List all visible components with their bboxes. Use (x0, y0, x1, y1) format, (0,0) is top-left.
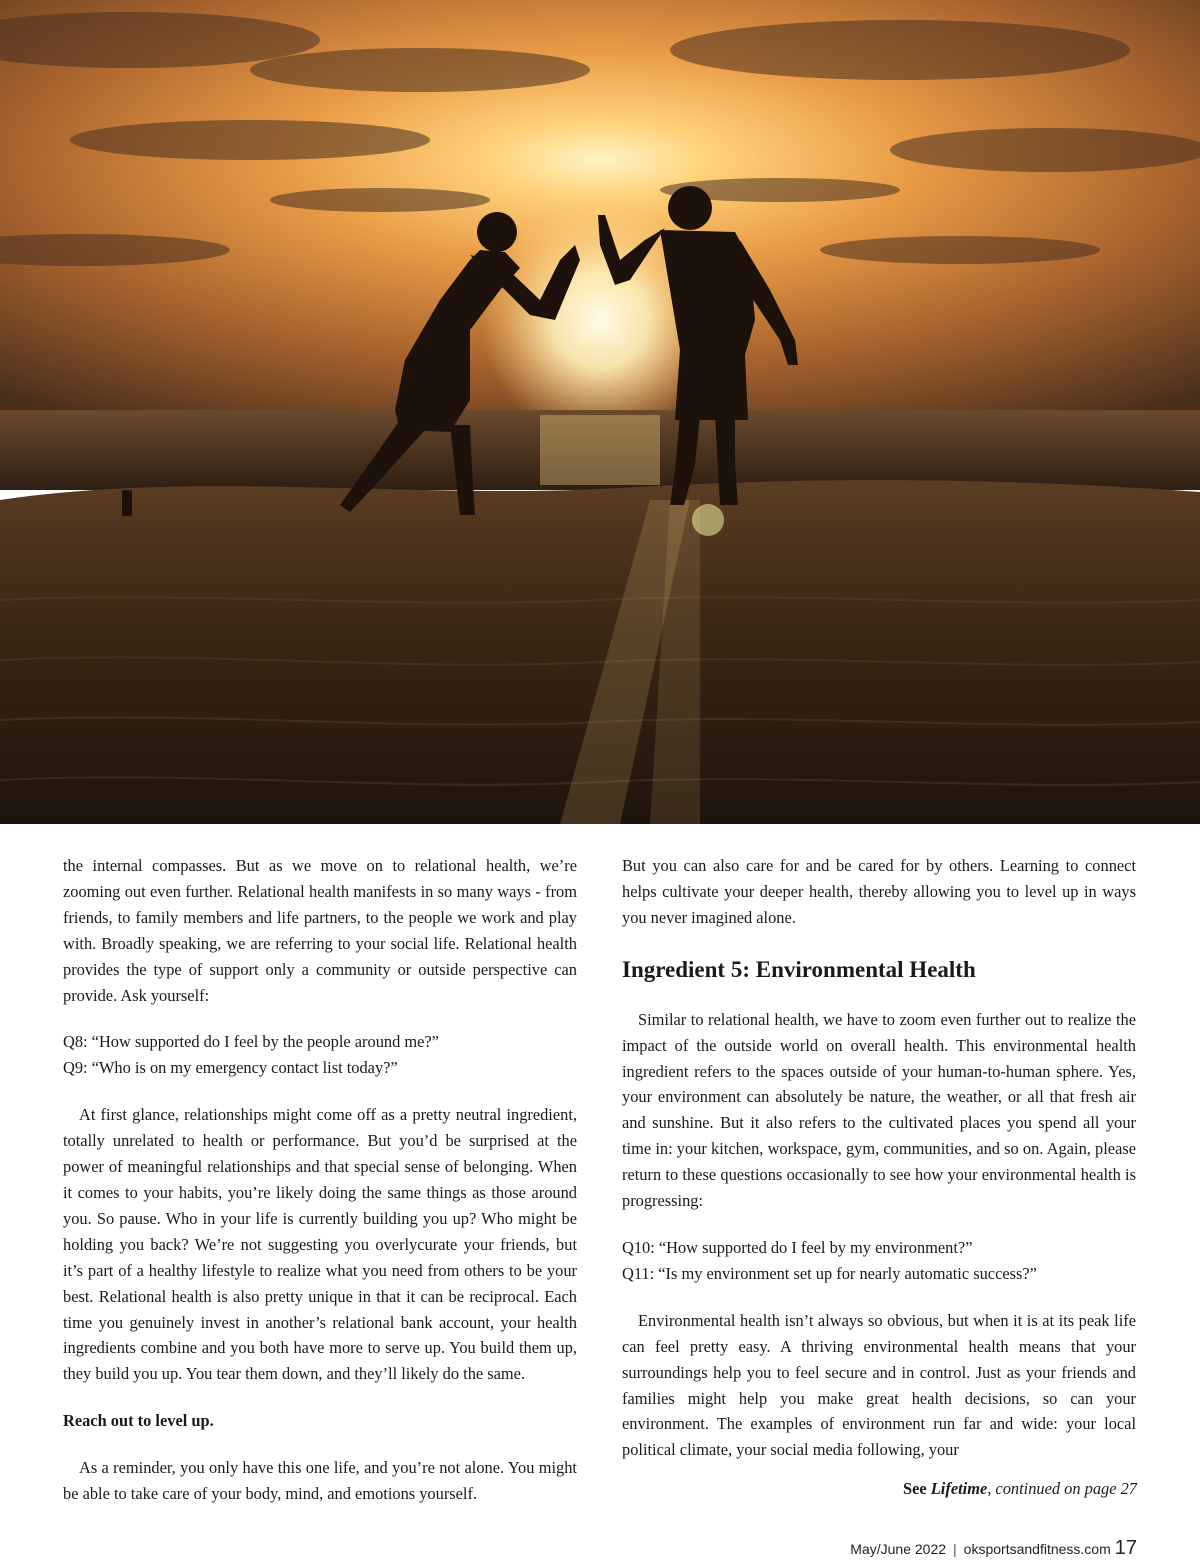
continued-on-note (903, 1477, 1137, 1501)
page-footer (850, 1537, 1137, 1557)
question-q11: Q11: “Is my environment set up for nearly automatic success?” (622, 1263, 1037, 1283)
paragraph-care-for-others: But you can also care for and be cared for by others. Learning to connect helps cultivate your deeper health, thereby allowing you to level up in ways you never imagined alone. (622, 856, 1136, 927)
paragraph-environmental-intro: Similar to relational health, we have to zoom even further out to realize the impact of the outside world on overall health. This environmental health ingredient refers to the spaces outside of your human-to-human sphere. Yes, your environment can absolutely be nature, the weather, or all that fresh air and sunshine. But it also refers to the cultivated places you spend all your time in: your kitchen, workspace, gym, communities, and so on. Again, please return to these questions occasionally to see how your environmental health is progressing: (622, 1009, 1136, 1211)
question-q10: Q10: “How supported do I feel by my environment?” (622, 1237, 973, 1257)
paragraph-relationships: At first glance, relationships might come off as a pretty neutral ingredient, totally unrelated to health or performance. But you’d be surprised at the power of meaningful relationships and that special sense of belonging. When it comes to your habits, you’re likely doing the same things as those around you. So pause. Who in your life is currently building you up? Who might be holding you back? We’re not suggesting you overlycurate your friends, but it’s part of a healthy lifestyle to realize what you need from others to be your best. Relational health is also pretty unique in that it can be reciprocal. Each time you genuinely invest in another’s relational bank account, your health ingredients combine and you both have more to serve up. You build them up, they build you up. You tear them down, and they’ll likely do the same. (63, 1105, 577, 1384)
article-left-column (63, 853, 577, 1507)
continued-article-title: Lifetime (930, 1479, 988, 1498)
question-q9: Q9: “Who is on my emergency contact list today?” (63, 1058, 398, 1078)
see-label: See (903, 1479, 927, 1498)
article-right-column (622, 853, 1136, 1463)
paragraph-relational-intro: the internal compasses. But as we move on to relational health, we’re zooming out even further. Relational health manifests in so many ways - from friends, to family members and life partners, to the people we work and play with. Broadly speaking, we are referring to your social life. Relational health provides the type of support only a community or outside perspective can provide. Ask yourself: (63, 856, 577, 1005)
website-url: oksportsandfitness.com (963, 1541, 1111, 1557)
page-number: 17 (1114, 1537, 1137, 1559)
paragraph-reminder: As a reminder, you only have this one life, and you’re not alone. You might be able to take care of your body, mind, and emotions yourself. (63, 1458, 577, 1504)
paragraph-environmental-peak: Environmental health isn’t always so obvious, but when it is at its peak life can feel pretty easy. A thriving environmental health means that your surroundings help you to feel secure and in control. Just as your friends and families might help you make great health decisions, so can your environment. The examples of environment run far and wide: your local political climate, your social media following, your (622, 1310, 1136, 1460)
section-heading-environmental-health: Ingredient 5: Environmental Health (622, 956, 976, 982)
issue-date: May/June 2022 (850, 1541, 947, 1557)
footer-separator: | (953, 1541, 957, 1557)
subheading-reach-out: Reach out to level up. (63, 1411, 214, 1431)
continued-page-reference: , continued on page 27 (987, 1479, 1137, 1498)
question-q8: Q8: “How supported do I feel by the people around me?” (63, 1032, 439, 1052)
